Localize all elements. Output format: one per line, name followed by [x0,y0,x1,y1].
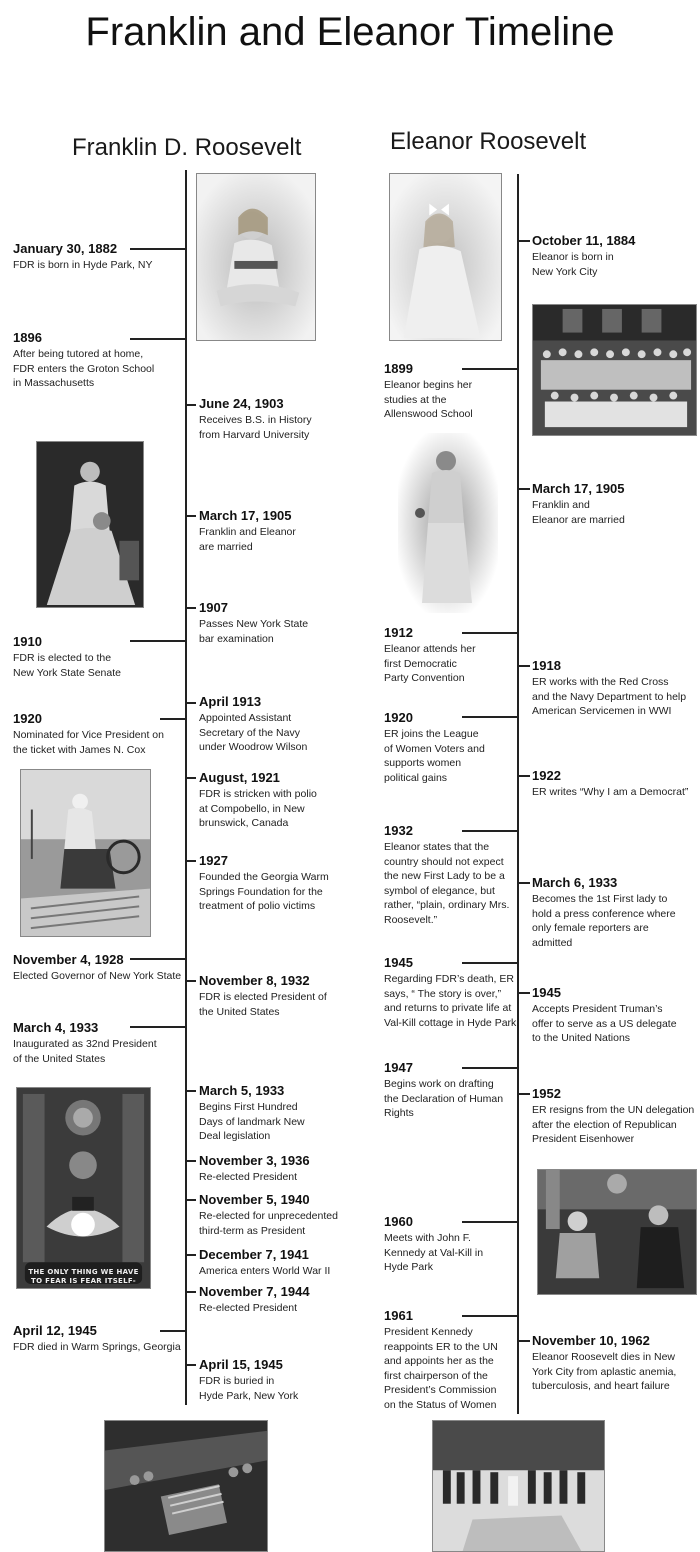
fdr-timeline-axis [185,170,187,1405]
event-date: 1912 [384,625,413,640]
event-date: 1922 [532,768,561,783]
timeline-tick [518,775,530,777]
eleanor-event [384,1060,503,1121]
event-text: ER joins the League of Women Voters and supports women political gains [384,728,485,784]
eleanor-timeline-axis [517,174,519,1414]
event-date: March 17, 1905 [199,508,292,523]
event-date: December 7, 1941 [199,1247,309,1262]
timeline-tick [186,515,196,517]
event-text: Franklin and Eleanor are married [532,499,625,526]
timeline-tick [186,607,196,609]
fdr-heading: Franklin D. Roosevelt [72,134,302,161]
event-date: 1896 [13,330,42,345]
event-date: November 8, 1932 [199,973,310,988]
eleanor-heading: Eleanor Roosevelt [390,128,587,155]
event-text: Inaugurated as 32nd President of the United States [13,1038,157,1065]
fdr-event [199,1357,298,1403]
event-text: FDR is elected to the New York State Senate [13,652,121,679]
event-date: April 1913 [199,694,262,709]
event-date: 1927 [199,853,228,868]
timeline-tick [186,777,196,779]
fdr-event [199,694,307,755]
event-date: 1960 [384,1214,413,1229]
timeline-tick [518,240,530,242]
timeline-tick [186,1199,196,1201]
eleanor-event [384,710,485,785]
photo-caption: THE ONLY THING WE HAVE TO FEAR IS FEAR ITSELF- [28,1268,139,1285]
fdr-event [199,770,317,831]
fdr-funeral-photo [104,1420,268,1552]
timeline-tick [186,1364,196,1366]
event-text: Eleanor states that the country should not expect the new First Lady to be a symbol of elegance, but rather, “plain, ordinary Mrs. Roosevelt.” [384,841,510,926]
eleanor-portrait-photo [398,433,498,613]
eleanor-event [532,985,677,1046]
event-text: Begins First Hundred Days of landmark New Deal legislation [199,1101,305,1142]
event-text: Receives B.S. in History from Harvard University [199,414,312,441]
fdr-event [199,396,312,442]
event-text: Re-elected President [199,1302,298,1314]
event-text: Passes New York State bar examination [199,618,309,645]
fdr-event [13,1020,157,1066]
eleanor-event [532,768,688,800]
event-date: June 24, 1903 [199,396,284,411]
event-text: ER resigns from the UN delegation after the election of Republican President Eisenhower [532,1104,695,1145]
timeline-tick [518,488,530,490]
timeline-tick [518,992,530,994]
event-text: Accepts President Truman’s offer to serve as a US delegate to the United Nations [532,1003,677,1044]
fdr-event [199,1083,305,1144]
eleanor-event [532,658,686,719]
event-date: 1907 [199,600,228,615]
fdr-event [199,973,327,1019]
event-text: Eleanor attends her first Democratic Party Convention [384,643,476,684]
event-date: November 10, 1962 [532,1333,650,1348]
event-text: Nominated for Vice President on the ticket with James N. Cox [13,729,164,756]
event-date: January 30, 1882 [13,241,118,256]
page-title: Franklin and Eleanor Timeline [85,10,615,54]
event-date: 1961 [384,1308,413,1323]
event-text: America enters World War II [199,1265,331,1277]
eleanor-event [532,233,635,279]
event-text: FDR is born in Hyde Park, NY [13,259,153,271]
fdr-event [199,508,296,554]
event-text: ER writes “Why I am a Democrat” [532,786,689,798]
event-date: 1932 [384,823,413,838]
event-text: Regarding FDR’s death, ER says, “ The story is over,” and returns to private life at Val-Kill cottage in Hyde Park [384,973,517,1029]
event-text: Begins work on drafting the Declaration of Human Rights [384,1078,504,1119]
event-date: 1918 [532,658,561,673]
event-date: November 4, 1928 [13,952,124,967]
fdr-event [13,952,181,984]
event-date: 1945 [532,985,561,1000]
eleanor-jfk-photo [537,1169,697,1295]
timeline-tick [186,702,196,704]
event-date: 1899 [384,361,413,376]
fdr-event [199,1284,310,1316]
event-date: April 12, 1945 [13,1323,97,1338]
event-text: Elected Governor of New York State [13,970,182,982]
timeline-tick [186,1160,196,1162]
event-text: Eleanor is born in New York City [532,251,614,278]
eleanor-event [384,955,516,1030]
fdr-event [13,330,154,391]
timeline-tick [130,640,186,642]
event-text: Franklin and Eleanor are married [199,526,296,553]
event-date: 1952 [532,1086,561,1101]
event-text: Re-elected President [199,1171,298,1183]
event-text: After being tutored at home, FDR enters the Groton School in Massachusetts [13,348,155,389]
allenswood-school-photo [532,304,697,436]
fdr-event [199,1153,310,1185]
event-date: November 5, 1940 [199,1192,310,1207]
event-text: Founded the Georgia Warm Springs Foundation for the treatment of polio victims [199,871,329,912]
event-text: FDR is buried in Hyde Park, New York [199,1375,299,1402]
event-date: 1945 [384,955,413,970]
event-date: March 17, 1905 [532,481,625,496]
fdr-event [13,634,121,680]
timeline-tick [518,1093,530,1095]
event-date: October 11, 1884 [532,233,636,248]
event-date: November 3, 1936 [199,1153,310,1168]
event-text: President Kennedy reappoints ER to the UN and appoints her as the first chairperson of the President’s Commission on the Status of Women [384,1326,498,1411]
event-text: Eleanor Roosevelt dies in New York City from aplastic anemia, tuberculosis, and heart failure [532,1351,677,1392]
event-date: November 7, 1944 [199,1284,310,1299]
event-text: FDR is stricken with polio at Compobello, in New brunswick, Canada [199,788,317,829]
eleanor-event [532,1086,694,1147]
timeline-tick [186,1291,196,1293]
event-text: FDR died in Warm Springs, Georgia [13,1341,181,1353]
event-text: Meets with John F. Kennedy at Val-Kill in Hyde Park [384,1232,484,1273]
event-text: FDR is elected President of the United States [199,991,327,1018]
event-date: 1910 [13,634,42,649]
event-text: Eleanor begins her studies at the Allenswood School [384,379,473,420]
event-date: 1947 [384,1060,413,1075]
eleanor-event [384,1308,498,1412]
event-text: Becomes the 1st First lady to hold a press conference where only female reporters are admitted [532,893,676,949]
wedding-photo [36,441,144,608]
eleanor-event [532,481,625,527]
event-date: April 15, 1945 [199,1357,283,1372]
event-date: March 5, 1933 [199,1083,285,1098]
eleanor-event [384,361,473,422]
event-date: 1920 [13,711,42,726]
event-text: Appointed Assistant Secretary of the Navy under Woodrow Wilson [199,712,308,753]
eleanor-childhood-photo [389,173,502,341]
fdr-event [13,711,164,757]
eleanor-event [532,875,676,950]
event-date: March 4, 1933 [13,1020,99,1035]
timeline-tick [518,1340,530,1342]
fdr-event [13,241,152,273]
fdr-event [13,1323,181,1355]
eleanor-event [384,625,476,686]
eleanor-event [384,823,509,927]
eleanor-event [532,1333,676,1394]
fdr-boat-photo [20,769,151,937]
event-text: ER works with the Red Cross and the Navy Department to help American Servicemen in WWI [532,676,687,717]
eleanor-funeral-photo [432,1420,605,1552]
event-date: March 6, 1933 [532,875,618,890]
timeline-tick [186,1254,196,1256]
fdr-event [199,600,308,646]
timeline-tick [186,404,196,406]
event-text: Re-elected for unprecedented third-term as President [199,1210,338,1237]
fdr-event [199,1247,330,1279]
inauguration-photo [16,1087,151,1289]
fdr-childhood-photo [196,173,316,341]
event-date: 1920 [384,710,413,725]
timeline-tick [186,1090,196,1092]
timeline-tick [186,980,196,982]
fdr-event [199,1192,338,1238]
event-date: August, 1921 [199,770,280,785]
timeline-tick [518,665,530,667]
fdr-event [199,853,329,914]
timeline-tick [186,860,196,862]
eleanor-event [384,1214,483,1275]
timeline-tick [518,882,530,884]
